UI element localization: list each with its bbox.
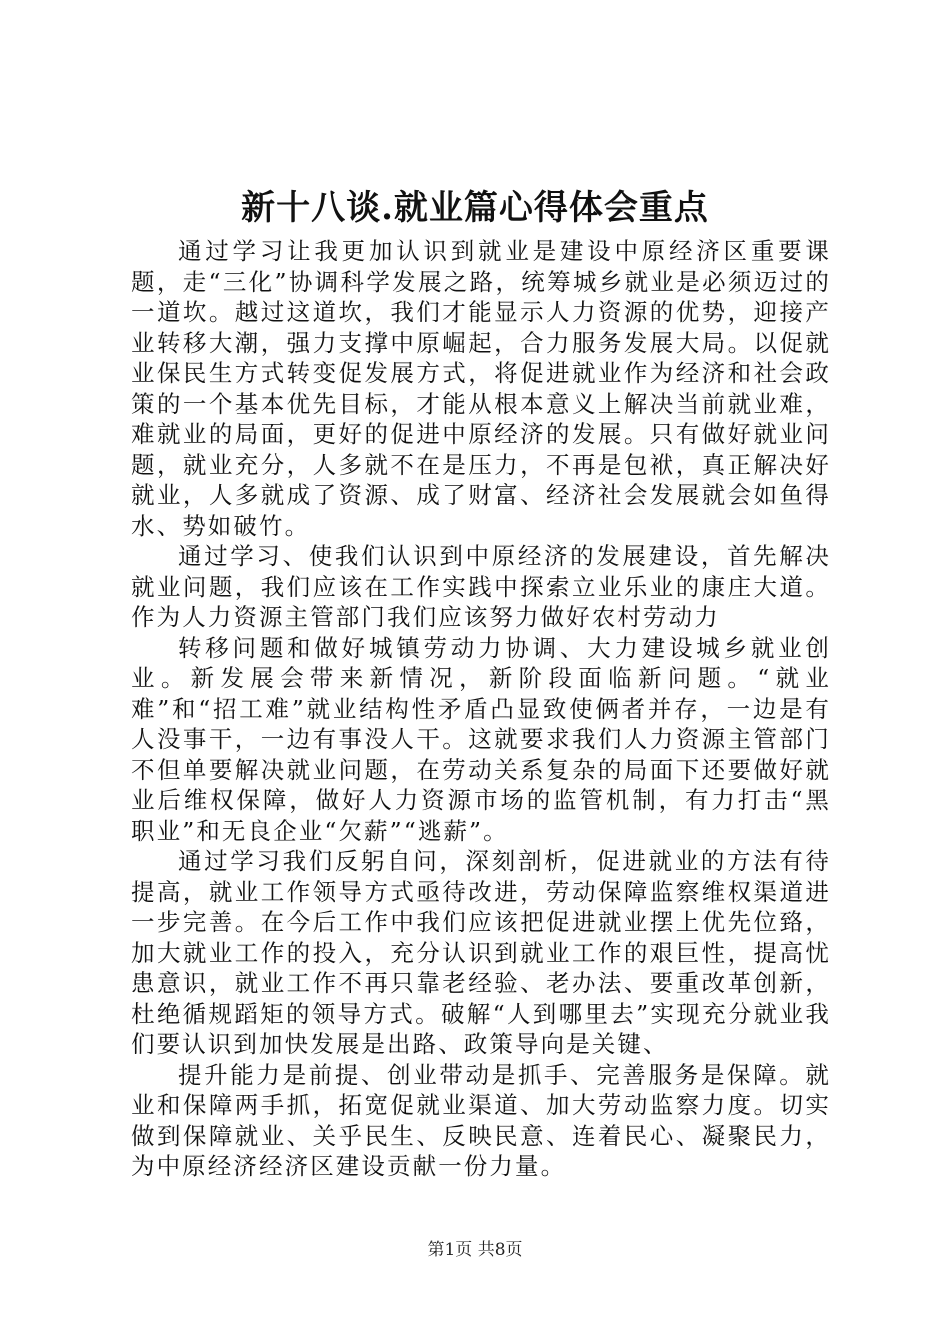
document-title: 新十八谈.就业篇心得体会重点 [241,188,709,228]
paragraph: 通过学习让我更加认识到就业是建设中原经济区重要课题，走“三化”协调科学发展之路，统筹城乡就业是必须迈过的一道坎。越过这道坎，我们才能显示人力资源的优势，迎接产业转移大潮，强力支撑中原崛起，合力服务发展大局。以促就业保民生方式转变促发展方式，将促进就业作为经济和社会政策的一个基本优先目标，才能从根本意义上解决当前就业难，难就业的局面，更好的促进中原经济的发展。只有做好就业问题，就业充分，人多就不在是压力，不再是包袱，真正解决好就业，人多就成了资源、成了财富、经济社会发展就会如鱼得水、势如破竹。 [131,237,831,540]
paragraph: 通过学习、使我们认识到中原经济的发展建设，首先解决就业问题，我们应该在工作实践中探索立业乐业的康庄大道。作为人力资源主管部门我们应该努力做好农村劳动力 [131,542,831,631]
paragraph: 转移问题和做好城镇劳动力协调、大力建设城乡就业创业。新发展会带来新情况，新阶段面临新问题。“就业难”和“招工难”就业结构性矛盾凸显致使俩者并存，一边是有人没事干，一边有事没人干。这就要求我们人力资源主管部门不但单要解决就业问题，在劳动关系复杂的局面下还要做好就业后维权保障，做好人力资源市场的监管机制，有力打击“黑职业”和无良企业“欠薪”“逃薪”。 [131,633,831,845]
document-body [131,236,831,1182]
paragraph: 通过学习我们反躬自问，深刻剖析，促进就业的方法有待提高，就业工作领导方式亟待改进，劳动保障监察维权渠道进一步完善。在今后工作中我们应该把促进就业摆上优先位臵，加大就业工作的投入，充分认识到就业工作的艰巨性，提高忧患意识，就业工作不再只靠老经验、老办法、要重改革创新，杜绝循规蹈矩的领导方式。破解“人到哪里去”实现充分就业我们要认识到加快发展是出路、政策导向是关键、 [131,847,831,1058]
page-number-footer: 第1页 共8页 [427,1240,523,1260]
paragraph: 提升能力是前提、创业带动是抓手、完善服务是保障。就业和保障两手抓，拓宽促就业渠道、加大劳动监察力度。切实做到保障就业、关乎民生、反映民意、连着民心、凝聚民力，为中原经济经济区建设贡献一份力量。 [131,1060,831,1180]
